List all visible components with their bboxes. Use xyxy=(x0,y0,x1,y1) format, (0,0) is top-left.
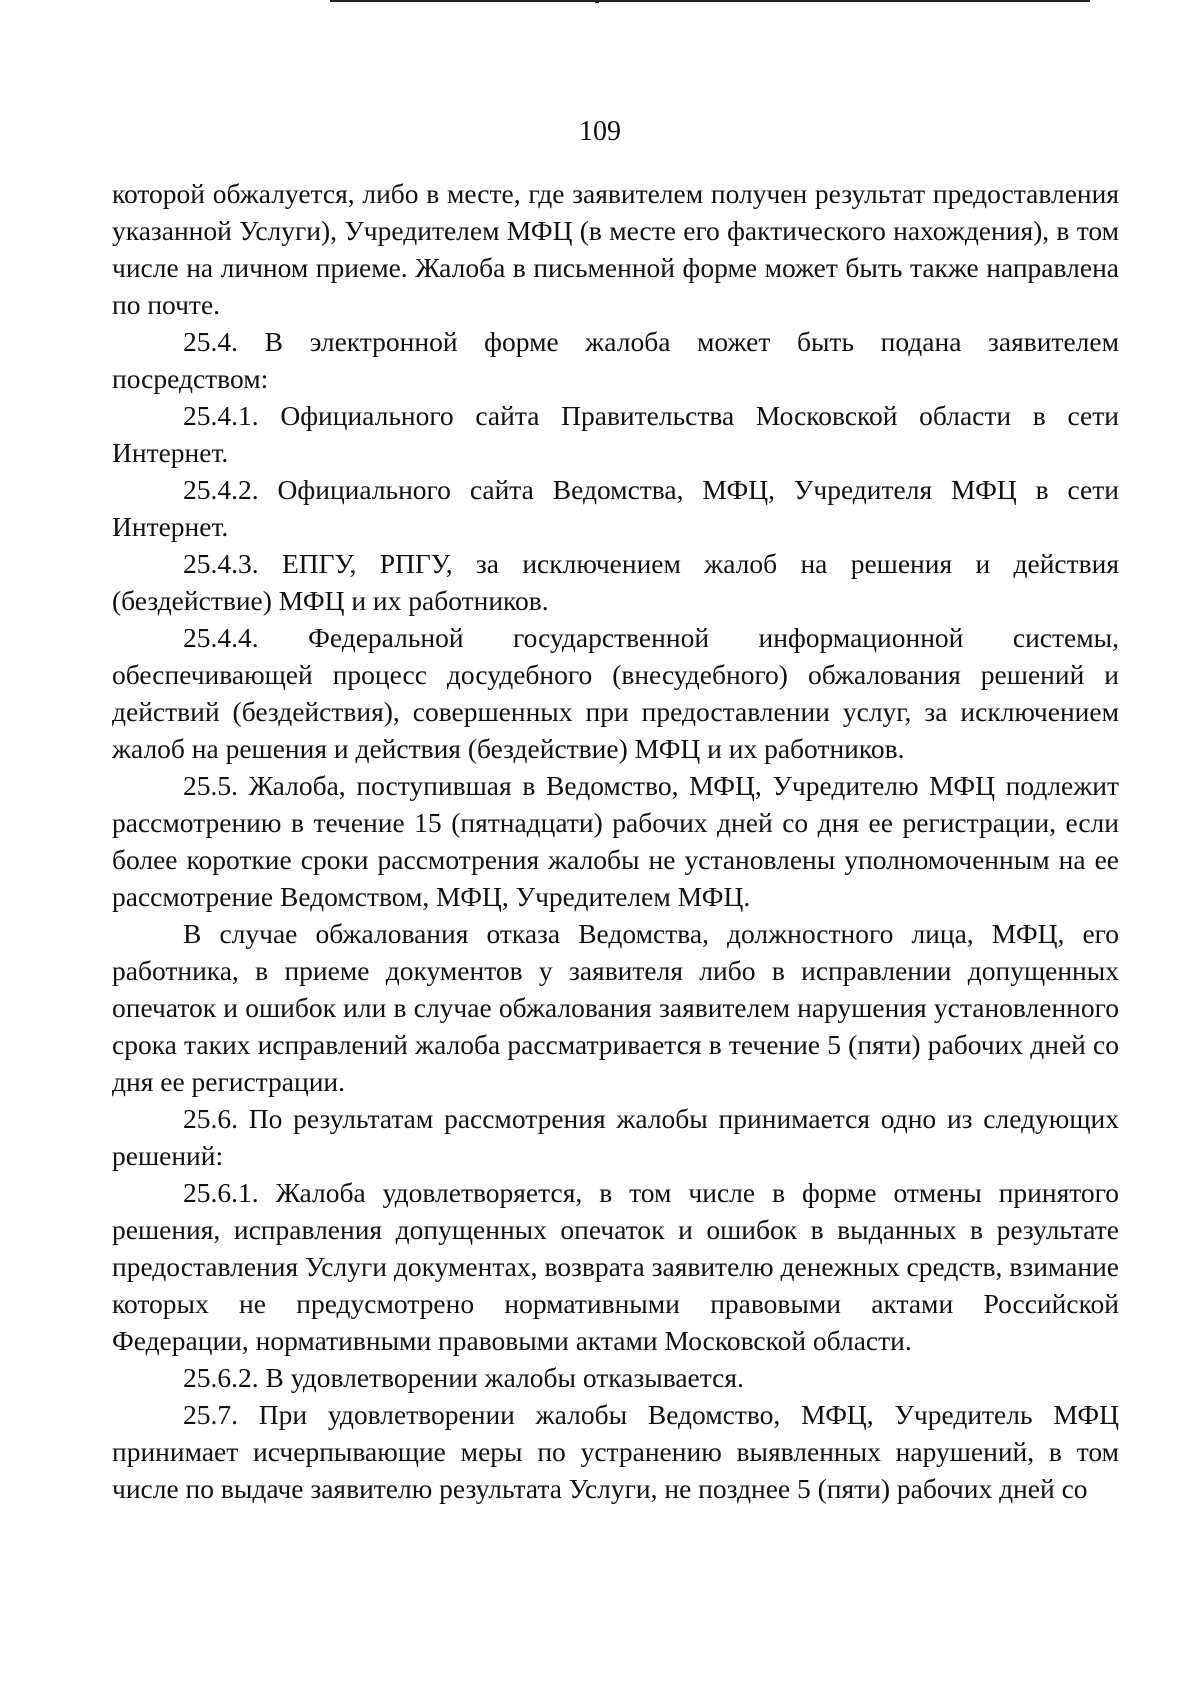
paragraph-25-6-2: 25.6.2. В удовлетворении жалобы отказывается. xyxy=(183,1362,744,1393)
scan-edge-mark xyxy=(595,0,599,3)
paragraph-25-5: 25.5. Жалоба, поступившая в Ведомство, МФЦ, Учредителю МФЦ подлежит рассмотрению в течение 15 (пятнадцати) рабочих дней со дня ее регистрации, если более короткие сроки рассмотрения жалобы не установлены уполномоченным на ее рассмотрение Ведомством, МФЦ, Учредителем МФЦ. xyxy=(112,770,1119,912)
document-body xyxy=(112,175,1119,1507)
paragraph-25-6: 25.6. По результатам рассмотрения жалобы принимается одно из следующих решений: xyxy=(112,1103,1119,1171)
paragraph-25-4-2: 25.4.2. Официального сайта Ведомства, МФЦ, Учредителя МФЦ в сети Интернет. xyxy=(112,474,1119,542)
page-number: 109 xyxy=(579,116,621,147)
paragraph-25-4-3: 25.4.3. ЕПГУ, РПГУ, за исключением жалоб на решения и действия (бездействие) МФЦ и их работников. xyxy=(112,548,1119,616)
paragraph-25-5-appeal: В случае обжалования отказа Ведомства, должностного лица, МФЦ, его работника, в приеме документов у заявителя либо в исправлении допущенных опечаток и ошибок или в случае обжалования заявителем нарушения установленного срока таких исправлений жалоба рассматривается в течение 5 (пяти) рабочих дней со дня ее регистрации. xyxy=(112,918,1119,1097)
paragraph-continuation: которой обжалуется, либо в месте, где заявителем получен результат предоставления указанной Услуги), Учредителем МФЦ (в месте его фактического нахождения), в том числе на личном приеме. Жалоба в письменной форме может быть также направлена по почте. xyxy=(112,178,1119,320)
paragraph-25-4-4: 25.4.4. Федеральной государственной информационной системы, обеспечивающей процесс досудебного (внесудебного) обжалования решений и действий (бездействия), совершенных при предоставлении услуг, за исключением жалоб на решения и действия (бездействие) МФЦ и их работников. xyxy=(112,622,1119,764)
paragraph-25-4: 25.4. В электронной форме жалоба может быть подана заявителем посредством: xyxy=(112,326,1119,394)
paragraph-25-4-1: 25.4.1. Официального сайта Правительства Московской области в сети Интернет. xyxy=(112,400,1119,468)
paragraph-25-7: 25.7. При удовлетворении жалобы Ведомство, МФЦ, Учредитель МФЦ принимает исчерпывающие меры по устранению выявленных нарушений, в том числе по выдаче заявителю результата Услуги, не позднее 5 (пяти) рабочих дней со xyxy=(112,1399,1119,1504)
paragraph-25-6-1: 25.6.1. Жалоба удовлетворяется, в том числе в форме отмены принятого решения, исправления допущенных опечаток и ошибок в выданных в результате предоставления Услуги документах, возврата заявителю денежных средств, взимание которых не предусмотрено нормативными правовыми актами Российской Федерации, нормативными правовыми актами Московской области. xyxy=(112,1177,1119,1356)
scan-edge-line xyxy=(330,0,1090,2)
